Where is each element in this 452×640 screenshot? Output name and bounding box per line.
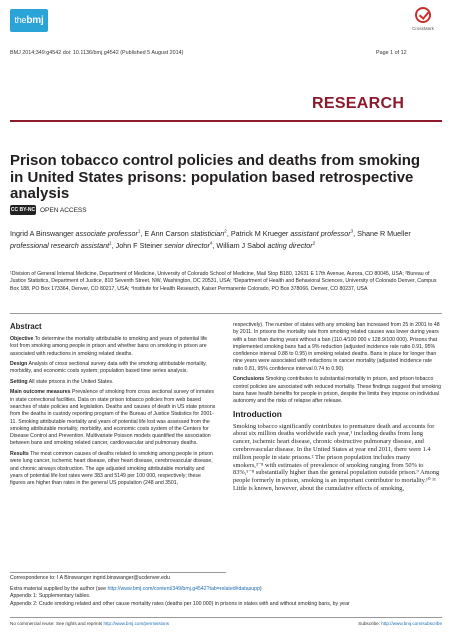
author-entry: Patrick M Krueger assistant professor$^3$, (230, 229, 358, 239)
author-name: E Ann Carson (144, 229, 191, 239)
author-name: Patrick M Krueger (230, 229, 291, 239)
abstract-objective: Objective To determine the mortality attributable to smoking and years of potential life lost from smoking among people in prison and whether bans on smoking in prison are associated with reductions in smoking related deaths. (10, 336, 208, 357)
introduction-heading: Introduction (233, 408, 282, 419)
author-entry: Shane R Mueller professional research assistant$^1$, (10, 229, 411, 251)
abstract-conclusions: Conclusions Smoking contributes to substantial mortality in prison, and prison tobacco control policies are associated with reduced mortality. These findings suggest that smoking bans have health benefits for people in prison, despite the limits they impose on individual autonomy and the risks of relapse after release. (233, 376, 441, 405)
extra-material-link[interactable]: http://www.bmj.com/content/349/bmj.g4542?tab=related#datasupp (107, 586, 260, 592)
author-entry (216, 241, 315, 250)
author-role: acting director (267, 241, 313, 251)
author-affiliation-number: 2 (312, 240, 316, 246)
page-number: Page 1 of 12 (376, 50, 407, 56)
right-column (233, 322, 442, 493)
author-entry: E Ann Carson statistician$^2$, (144, 229, 231, 239)
author-role: associate professor (75, 229, 138, 239)
footer-rule (10, 617, 442, 618)
footer-subscribe: Subscribe: http://www.bmj.com/subscribe (358, 621, 442, 626)
cc-license-badge[interactable]: CC BY-NC (10, 207, 36, 213)
abstract-results-continued: respectively). The number of states with any smoking ban increased from 25 in 2001 to 48 by 2011. In prisons the mortality rate from smoking related causes was lower during years with a ban than during years without a ban (110.4/100 000 v 128.9/100 000). Prisons that implemented smoking bans had a 9% reduction (adjusted incidence rate ratio 0.91, 95% confidence interval 0.88 to 0.95) in smoking related deaths. Bans in place for longer than nine years were associated with reductions in cancer mortality (adjusted incidence rate ratio 0.81, 95% confidence interval 0.74 to 0.90). (233, 322, 440, 372)
author-role: statistician (190, 229, 225, 239)
abstract-heading: Abstract (10, 322, 42, 331)
section-label: RESEARCH (312, 95, 405, 112)
extra-material (10, 586, 442, 608)
author-name: Ingrid A Binswanger (10, 229, 76, 239)
article-title: Prison tobacco control policies and deaths from smoking in United States prisons: population based retrospective analysis (10, 152, 421, 202)
crossmark-badge[interactable] (404, 7, 442, 37)
permissions-link[interactable]: http://www.bmj.com/permissions (103, 621, 170, 626)
author-name: Shane R Mueller (357, 229, 411, 239)
appendix-1: Appendix 1: Supplementary tables. (10, 593, 91, 600)
author-role: senior director (164, 241, 210, 251)
author-affiliation-number: 3 (350, 229, 354, 234)
bmj-logo[interactable]: thebmj (10, 9, 48, 32)
divider (10, 313, 442, 314)
author-affiliation-number: 1 (137, 229, 141, 234)
author-name: John F Steiner (115, 241, 165, 251)
introduction-text: Smoking tobacco significantly contributes to premature death and accounts for about six million deaths worldwide each year,¹ including deaths from lung cancer, ischemic heart disease, chronic obstructive pulmonary disease, and cerebrovascular disease. In the United States at year end 2011, there were 1.4 million people in state prisons.² The prison population includes many smokers,³⁻⁸ with estimates of prevalence of smoking ranging from 50% to 83%,⁵⁻⁸ substantially higher than the general population outside prison.⁹ Among people formerly in prison, smoking is an important contributor to mortality.¹⁰ ¹¹ Little is known, however, about the cumulative effects of smoking, (233, 422, 440, 493)
author-name: William J Sabol (216, 241, 268, 251)
affiliations: ¹Division of General Internal Medicine, Department of Medicine, University of Colorado School of Medicine, Mail Stop B180, 12631 E 17th Avenue, Aurora, CO 80045, USA; ²Bureau of Justice Statistics, Department of Justice, 810 Seventh Street, NW, Washington, DC 20531, USA; ³Department of Health and Behavioral Sciences, University of Colorado Denver, Campus Box 188, PO Box 173364, Denver, CO 80217, USA; ⁴Institute for Health Research, Kaiser Permanente Colorado, PO Box 378066, Denver, CO 80237, USA (10, 271, 437, 292)
author-entry: John F Steiner senior director$^4$, (115, 240, 217, 251)
abstract-outcome: Main outcome measures Prevalence of smoking from cross sectional survey of inmates in state correctional facilities. Data on state prison tobacco policies from web based searches of state policies and legislation. Deaths and causes of death in US state prisons from the deaths in custody reporting program of the Bureau of Justice Statistics for 2001-11. Smoking attributable mortality and years of potential life lost was assessed from the smoking attributable mortality, morbidity, and economic costs system of the Centers for Disease Control and Prevention. Multivariate Poisson models quantified the association between bans and smoking related cancer, cardiovascular and pulmonary deaths. (10, 389, 216, 447)
footnote-rule (10, 572, 226, 573)
abstract-results: Results The most common causes of deaths related to smoking among people in prison were lung cancer, ischemic heart disease, other heart disease, cerebrovascular disease, and chronic airways obstruction. The age adjusted smoking attributable mortality and years of potential life lost rates were 383 and 5149 per 100 000, respectively; these figures are higher than rates in the general US population (248 and 3501, (10, 450, 213, 487)
abstract-setting: Setting All state prisons in the United States. (10, 378, 114, 385)
footer-rights: No commercial reuse: See rights and reprints http://www.bmj.com/permissions (10, 621, 170, 626)
abstract-column (10, 322, 216, 491)
author-affiliation-number: 2 (224, 229, 227, 234)
subscribe-link[interactable]: http://www.bmj.com/subscribe (381, 621, 442, 626)
open-access-label: OPEN ACCESS (40, 207, 87, 214)
author-role: professional research assistant (10, 241, 110, 251)
crossmark-icon (415, 7, 431, 23)
header-rule (10, 120, 442, 122)
citation-line: BMJ 2014;349:g4542 doi: 10.1136/bmj.g4542 (Published 5 August 2014) (10, 50, 184, 56)
author-role: assistant professor (290, 229, 351, 239)
appendix-2: Appendix 2: Crude smoking related and other cause mortality rates (deaths per 100 000) in prisons in states with and without smoking bans, by year (10, 600, 350, 607)
crossmark-label: CrossMark (412, 26, 434, 31)
abstract-design: Design Analysis of cross sectional survey data with the smoking attributable mortality, morbidity, and economic costs system; population based time series analysis. (10, 361, 207, 375)
author-affiliation-number: 1 (109, 240, 112, 246)
author-entry: Ingrid A Binswanger associate professor$^1$, (10, 229, 145, 239)
author-list (10, 227, 440, 251)
correspondence: Correspondence to: I A Binswanger ingrid.binswanger@ucdenver.edu (10, 575, 170, 581)
author-affiliation-number: 4 (209, 240, 213, 246)
extra-material-line: Extra material supplied by the author (see http://www.bmj.com/content/349/bmj.g4542?tab=related#datasupp) (10, 586, 262, 592)
